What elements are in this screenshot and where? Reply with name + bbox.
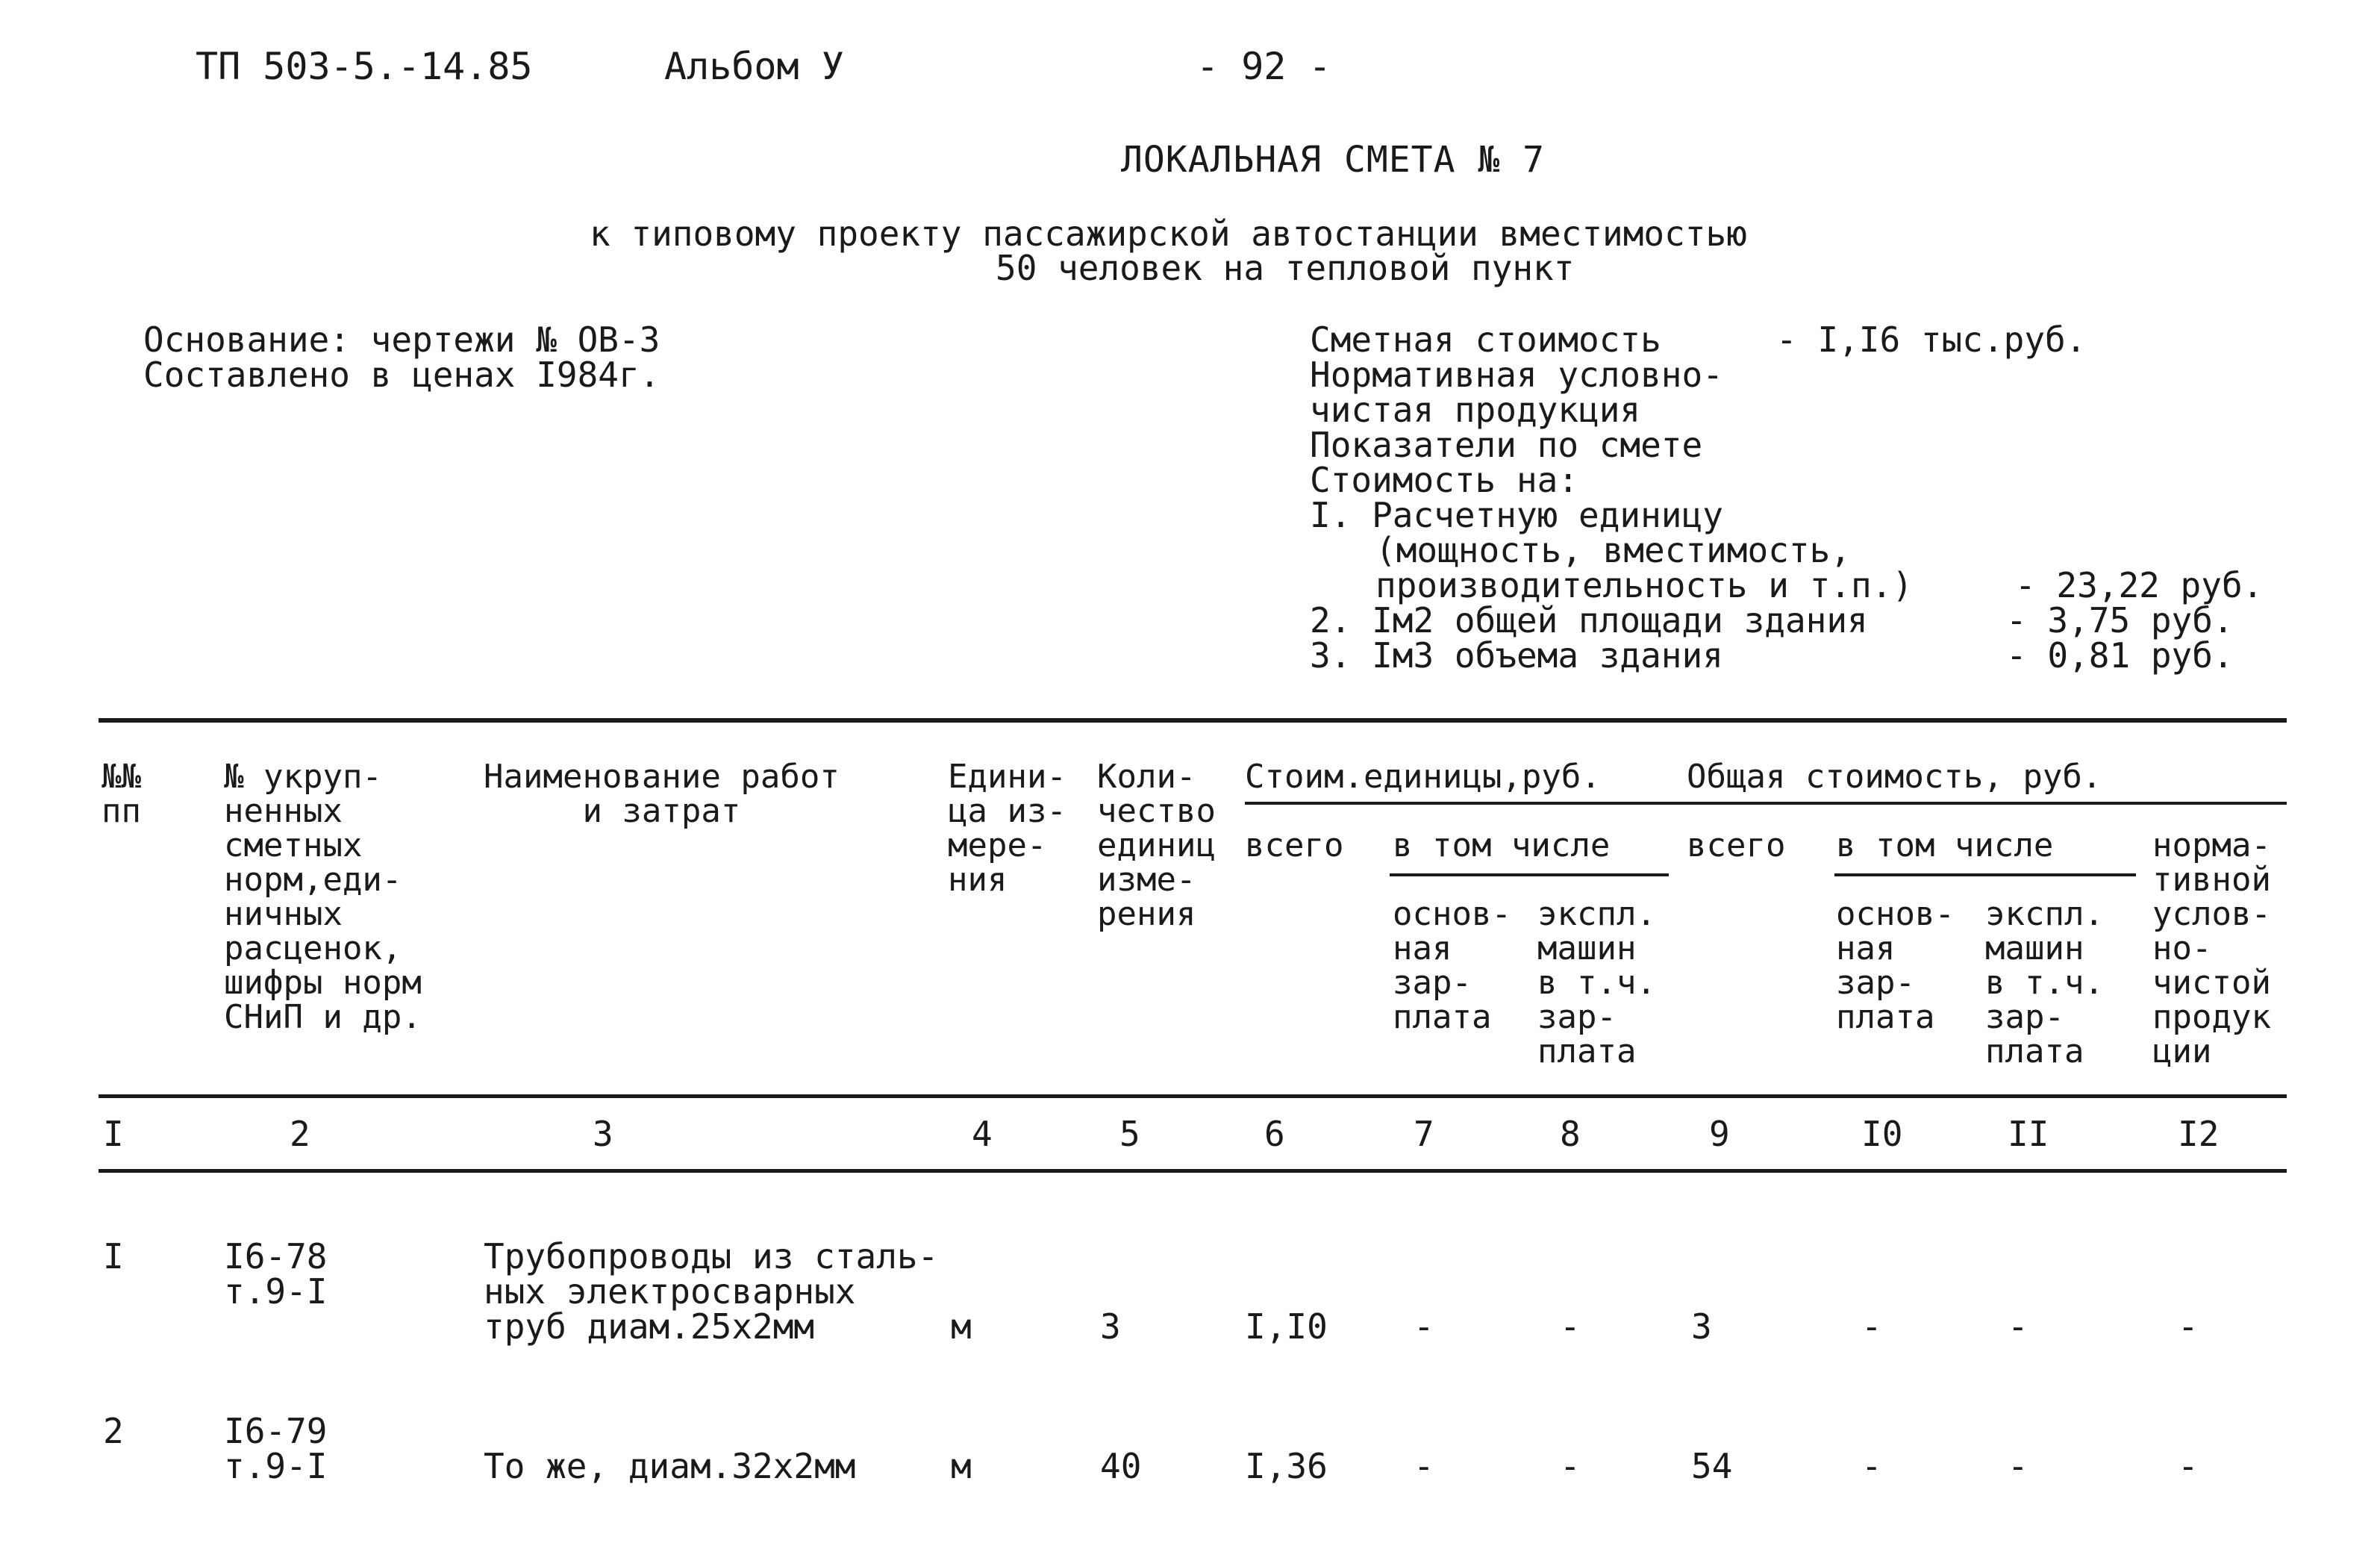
row-unit-total: I,36 — [1245, 1446, 1328, 1486]
row-number: I — [103, 1236, 124, 1277]
subtitle-line-1: к типовому проекту пассажирской автостанции вместимостью — [590, 213, 1747, 254]
header-work-name: Наименование работ и затрат — [484, 758, 840, 830]
row-unit-machines: - — [1560, 1446, 1581, 1486]
header-sum-machines: экспл. машин в т.ч. зар- плата — [1985, 895, 2104, 1070]
header-unit: Едини- ца из- мере- ния — [948, 758, 1066, 899]
area-cost-label: 2. Iм2 общей площади здания — [1310, 600, 1868, 640]
row-number: 2 — [103, 1411, 124, 1451]
header-unit-basic-wage: основ- ная зар- плата — [1393, 895, 1511, 1036]
row-norm-code: I6-78 т.9-I — [224, 1236, 328, 1312]
header-unit-machines: экспл. машин в т.ч. зар- плата — [1537, 895, 1656, 1070]
volume-cost-label: 3. Iм3 объема здания — [1310, 635, 1723, 676]
volume-cost-value: - 0,81 руб. — [2006, 635, 2234, 676]
unit-cost-label-2: (мощность, вместимость, — [1375, 530, 1851, 570]
column-number: 7 — [1414, 1114, 1434, 1154]
document-title: ЛОКАЛЬНАЯ СМЕТА № 7 — [1121, 139, 1546, 181]
column-number: I0 — [1861, 1114, 1903, 1154]
column-number: 2 — [290, 1114, 310, 1154]
header-quantity: Коли- чество единиц изме- рения — [1097, 758, 1216, 933]
row-sum-normative: - — [2178, 1306, 2199, 1347]
doc-code: ТП 503-5.-14.85 — [196, 45, 533, 88]
header-normative: норма- тивной услов- но- чистой продук ции — [2152, 826, 2271, 1070]
row-quantity: 3 — [1100, 1306, 1121, 1347]
basis-drawings: Основание: чертежи № ОВ-3 — [143, 319, 660, 360]
column-number: II — [2008, 1114, 2049, 1154]
column-number: 3 — [593, 1114, 613, 1154]
header-unit-cost-group: Стоим.единицы,руб. — [1245, 758, 1601, 796]
album-label: Альбом У — [664, 45, 844, 88]
normative-label-2: чистая продукция — [1310, 390, 1641, 430]
row-sum-wage: - — [1861, 1446, 1882, 1486]
normative-label-1: Нормативная условно- — [1310, 355, 1723, 395]
column-number: 6 — [1264, 1114, 1285, 1154]
row-sum-total: 54 — [1691, 1446, 1733, 1486]
estimated-cost-value: - I,I6 тыс.руб. — [1776, 319, 2087, 360]
column-number: I2 — [2178, 1114, 2220, 1154]
column-number: 8 — [1560, 1114, 1581, 1154]
header-sum-including: в том числе — [1836, 826, 2054, 864]
header-unit-including: в том числе — [1393, 826, 1611, 864]
unit-cost-label-1: I. Расчетную единицу — [1310, 495, 1723, 535]
table-top-rule — [99, 718, 2287, 723]
row-sum-machines: - — [2008, 1446, 2028, 1486]
row-sum-normative: - — [2178, 1446, 2199, 1486]
cost-on-label: Стоимость на: — [1310, 460, 1579, 500]
page-number: - 92 - — [1196, 45, 1331, 88]
header-unit-total: всего — [1245, 826, 1344, 864]
header-norm-code: № укруп- ненных сметных норм,еди- ничных расценок, шифры норм СНиП и др. — [224, 758, 422, 1036]
total-including-rule — [1834, 873, 2136, 876]
row-sum-total: 3 — [1691, 1306, 1712, 1347]
header-row-number: №№ пп — [101, 758, 141, 830]
column-numbers-rule — [99, 1169, 2287, 1173]
subtitle-line-2: 50 человек на тепловой пункт — [996, 248, 1575, 288]
row-norm-code: I6-79 т.9-I — [224, 1411, 328, 1486]
row-sum-wage: - — [1861, 1306, 1882, 1347]
unit-including-rule — [1390, 873, 1669, 876]
row-quantity: 40 — [1100, 1446, 1142, 1486]
row-unit-wage: - — [1414, 1446, 1434, 1486]
column-number: 5 — [1119, 1114, 1140, 1154]
row-work-name: То же, диам.32х2мм — [484, 1446, 856, 1486]
row-unit-wage: - — [1414, 1306, 1434, 1347]
basis-prices: Составлено в ценах I984г. — [143, 355, 660, 395]
unit-cost-value: - 23,22 руб. — [2015, 565, 2264, 605]
area-cost-value: - 3,75 руб. — [2006, 600, 2234, 640]
estimated-cost-label: Сметная стоимость — [1310, 319, 1661, 360]
row-unit: м — [951, 1446, 972, 1486]
row-sum-machines: - — [2008, 1306, 2028, 1347]
indicators-label: Показатели по смете — [1310, 425, 1703, 465]
column-number: 4 — [972, 1114, 993, 1154]
column-number: 9 — [1709, 1114, 1730, 1154]
row-unit-total: I,I0 — [1245, 1306, 1328, 1347]
header-sum-total: всего — [1687, 826, 1786, 864]
header-sum-basic-wage: основ- ная зар- плата — [1836, 895, 1955, 1036]
header-total-cost-group: Общая стоимость, руб. — [1687, 758, 2102, 796]
unit-cost-label-3: производительность и т.п.) — [1375, 565, 1914, 605]
row-unit: м — [951, 1306, 972, 1347]
row-unit-machines: - — [1560, 1306, 1581, 1347]
header-bottom-rule — [99, 1094, 2287, 1098]
column-number: I — [103, 1114, 124, 1154]
row-work-name: Трубопроводы из сталь- ных электросварных труб диам.25х2мм — [484, 1236, 939, 1347]
cost-group-rule — [1245, 802, 2287, 805]
